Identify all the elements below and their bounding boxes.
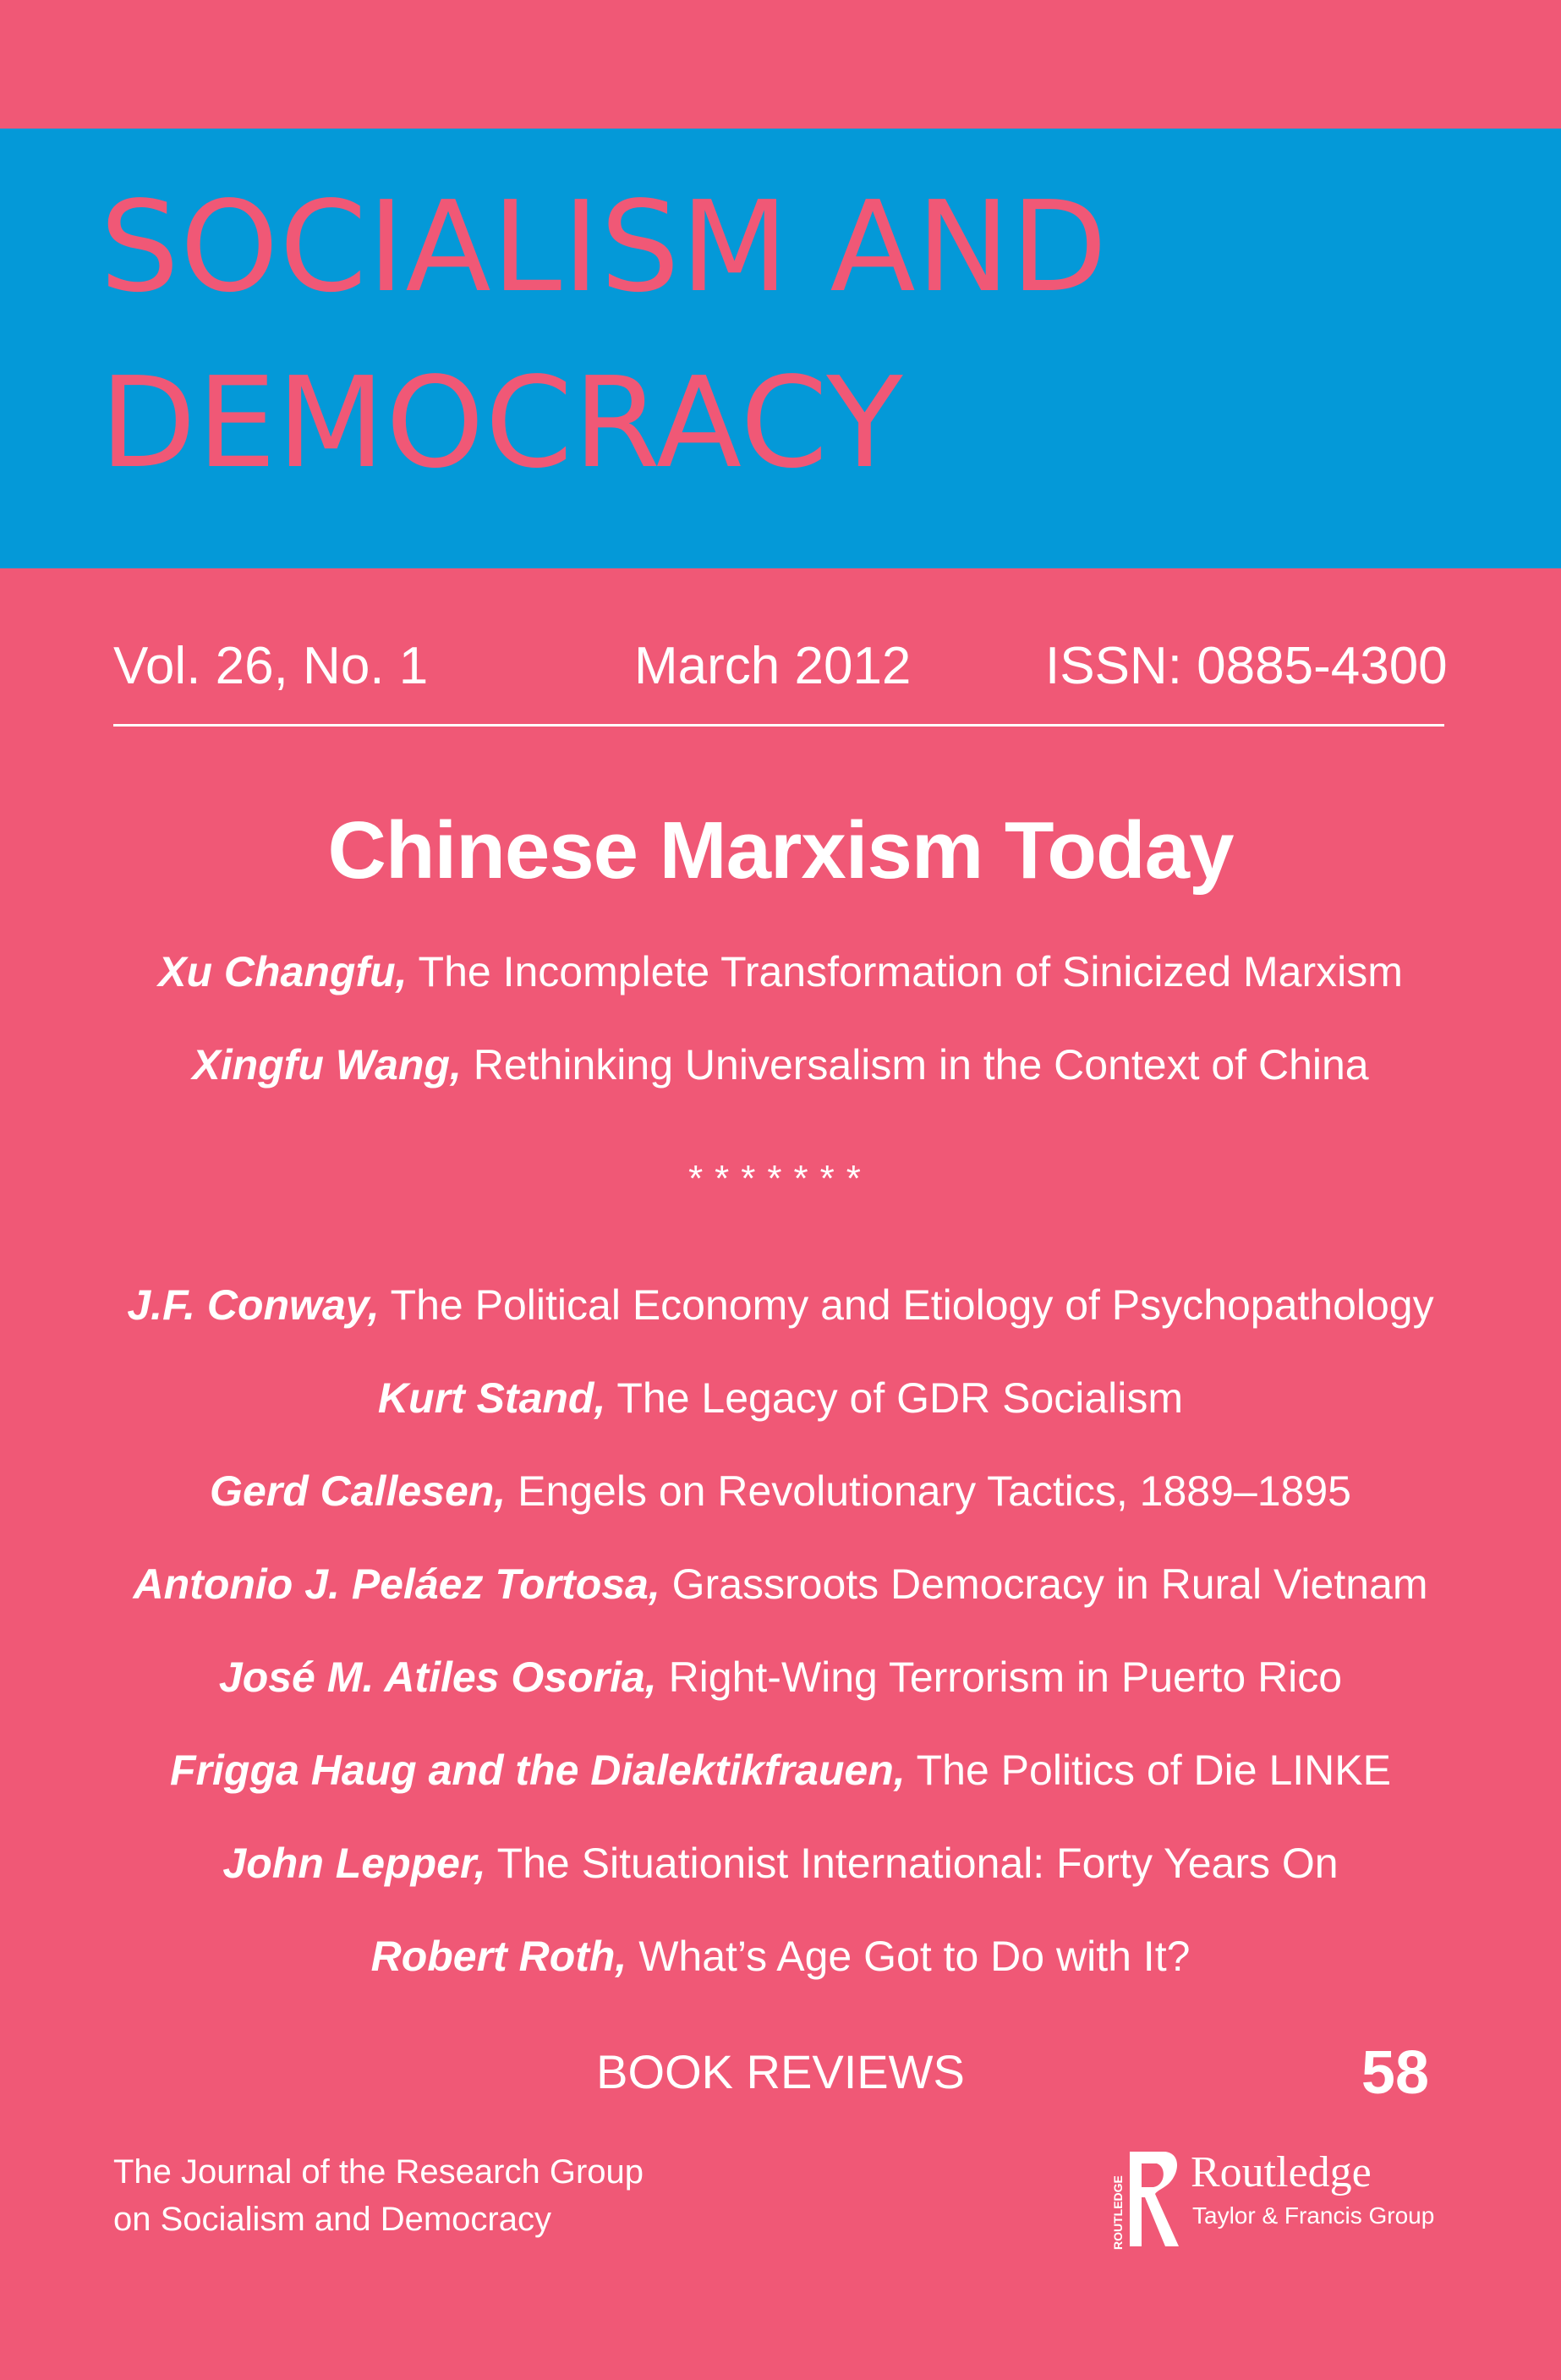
article-author: Xingfu Wang, (192, 1041, 462, 1089)
article-title: Grassroots Democracy in Rural Vietnam (660, 1560, 1428, 1608)
divider-rule (113, 724, 1444, 727)
issn: ISSN: 0885-4300 (1045, 637, 1448, 695)
article-entry (0, 1648, 1561, 1707)
article-entry (0, 1275, 1561, 1335)
article-author: J.F. Conway, (127, 1281, 380, 1329)
publisher-name: Routledge (1191, 2148, 1372, 2196)
journal-description (113, 2148, 644, 2243)
article-title: The Legacy of GDR Socialism (605, 1374, 1184, 1422)
theme-article (0, 1035, 1561, 1094)
article-author: José M. Atiles Osoria, (218, 1653, 657, 1701)
article-author: John Lepper, (222, 1840, 486, 1887)
theme-title: Chinese Marxism Today (327, 805, 1234, 896)
journal-description-line: on Socialism and Democracy (113, 2201, 551, 2238)
article-title: Right-Wing Terrorism in Puerto Rico (656, 1653, 1343, 1701)
article-entry (0, 1555, 1561, 1614)
journal-title-line-2: DEMOCRACY (100, 350, 904, 496)
article-title: The Situationist International: Forty Years On (485, 1840, 1339, 1887)
article-author: Robert Roth, (370, 1933, 627, 1980)
journal-title-line-1: SOCIALISM AND (100, 174, 1109, 320)
volume-number: Vol. 26, No. 1 (113, 637, 429, 695)
article-title: Rethinking Universalism in the Context of China (461, 1041, 1369, 1089)
article-entry (0, 1834, 1561, 1893)
article-title: Engels on Revolutionary Tactics, 1889–1895 (506, 1467, 1351, 1515)
book-reviews-heading: BOOK REVIEWS (596, 2045, 965, 2098)
article-entry (0, 1741, 1561, 1800)
article-author: Antonio J. Peláez Tortosa, (133, 1560, 660, 1608)
article-author: Gerd Callesen, (210, 1467, 507, 1515)
publisher-logo-text: ROUTLEDGE (1111, 2175, 1125, 2250)
routledge-r-logo-icon (1113, 2145, 1186, 2253)
article-title: The Political Economy and Etiology of Psychopathology (379, 1281, 1434, 1329)
section-separator: ******* (688, 1158, 873, 1199)
publisher-logo (1113, 2145, 1468, 2255)
article-entry (0, 1368, 1561, 1428)
issue-number: 58 (1361, 2039, 1429, 2107)
theme-article (0, 942, 1561, 1001)
issue-date: March 2012 (634, 637, 912, 695)
article-author: Xu Changfu, (158, 948, 408, 995)
article-entry (0, 1927, 1561, 1986)
publisher-group: Taylor & Francis Group (1192, 2202, 1435, 2229)
issue-info-row (0, 633, 1561, 700)
article-entry (0, 1461, 1561, 1521)
article-author: Kurt Stand, (377, 1374, 606, 1422)
article-title: The Politics of Die LINKE (905, 1747, 1391, 1794)
journal-description-line: The Journal of the Research Group (113, 2153, 644, 2191)
article-title: What’s Age Got to Do with It? (627, 1933, 1191, 1980)
article-author: Frigga Haug and the Dialektikfrauen, (170, 1747, 906, 1794)
article-title: The Incomplete Transformation of Sinicized Marxism (407, 948, 1403, 995)
